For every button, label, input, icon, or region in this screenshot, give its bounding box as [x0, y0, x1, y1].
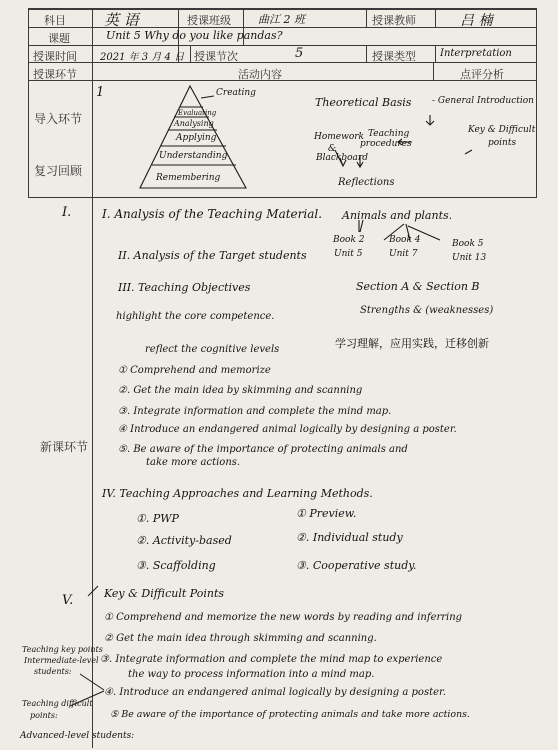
objective-5: ⑤. Be aware of the importance of protecting animals and [118, 444, 408, 455]
side-teaching-difficult: Teaching difficult [22, 699, 93, 708]
blackboard-note: Blackboard [316, 153, 368, 163]
key-point-5: ⑤ Be aware of the importance of protecting animals and take more actions. [110, 709, 470, 720]
side-intermediate: Intermediate-level [24, 656, 99, 665]
periods-label: 授课节次 [194, 50, 238, 63]
teaching-procedures: Teaching [368, 129, 410, 139]
subject-value: 英 语 [104, 11, 139, 29]
key-point-3b: the way to process information into a mind map. [128, 669, 375, 680]
objective-2: ②. Get the main idea by skimming and scanning [118, 385, 363, 396]
topic-value: Unit 5 Why do you like pandas? [106, 29, 283, 42]
key-points-note: Key & Difficult [468, 125, 536, 135]
book5: Book 5 [452, 239, 484, 249]
core-competence: highlight the core competence. [116, 311, 275, 322]
unit5: Unit 5 [334, 249, 363, 259]
teaching-material: I. Analysis of the Teaching Material. [102, 207, 323, 221]
teaching-approaches: IV. Teaching Approaches and Learning Methods. [102, 487, 373, 500]
intro-number: 1 [96, 85, 105, 100]
objective-4: ④ Introduce an endangered animal logically by designing a poster. [118, 424, 457, 435]
comment-label: 点评分析 [460, 68, 504, 81]
chinese-note: 学习理解，应用实践，迁移创新 [335, 337, 489, 350]
topic-label: 课题 [48, 32, 70, 45]
side-points: points: [30, 711, 58, 720]
stage-label: 授课环节 [33, 68, 77, 81]
teaching-objectives: III. Teaching Objectives [118, 281, 251, 294]
pyramid-level-remembering: Remembering [156, 173, 221, 183]
approach-3: ③. Scaffolding [136, 559, 216, 572]
key-point-3: ③. Integrate information and complete the mind map to experience [100, 654, 443, 665]
class-label: 授课班级 [187, 14, 231, 27]
new-lesson-label: 新课环节 [40, 440, 89, 454]
approach-1: ①. PWP [136, 512, 179, 525]
amp-note: & [328, 144, 337, 154]
side-students: students: [34, 667, 72, 676]
section-roman-5: V. [62, 593, 74, 608]
book2: Book 2 [333, 235, 365, 245]
reflections-note: Reflections [338, 177, 395, 188]
key-difficult-title: Key & Difficult Points [104, 587, 225, 600]
key-points-note-2: points [488, 138, 517, 148]
subject-label: 科目 [44, 14, 66, 27]
lead-in-label: 导入环节 [34, 112, 83, 126]
section-ab: Section A & Section B [356, 280, 480, 293]
class-value: 曲江 2 班 [258, 13, 305, 26]
pyramid-level-evaluating: Evaluating [178, 109, 217, 117]
approach-2: ②. Activity-based [136, 534, 232, 547]
pyramid-level-applying: Applying [176, 133, 217, 143]
pyramid-level-understanding: Understanding [159, 151, 228, 161]
method-1: ① Preview. [296, 507, 357, 520]
key-point-1: ① Comprehend and memorize the new words by reading and inferring [104, 612, 463, 623]
section-roman-1: I. [62, 205, 72, 220]
periods-value: 5 [295, 46, 304, 61]
type-label: 授课类型 [372, 50, 416, 63]
pyramid-level-analysing: Analysing [174, 119, 214, 128]
key-point-4: ④. Introduce an endangered animal logically by designing a poster. [104, 687, 446, 698]
type-value: Interpretation [440, 48, 512, 59]
teacher-label: 授课教师 [372, 14, 416, 27]
unit7: Unit 7 [389, 249, 418, 259]
general-introduction: - General Introduction [432, 96, 534, 106]
time-value: 2021 年 3 月 4 日 [100, 52, 185, 63]
method-3: ③. Cooperative study. [296, 559, 417, 572]
time-label: 授课时间 [33, 50, 77, 63]
teaching-procedures-2: procedures [360, 139, 412, 149]
unit13: Unit 13 [452, 253, 487, 263]
activity-label: 活动内容 [238, 68, 282, 81]
homework-note: Homework [314, 132, 365, 142]
method-2: ②. Individual study [296, 531, 403, 544]
side-teaching-key: Teaching key points [22, 645, 103, 654]
advanced-students: Advanced-level students: [20, 731, 135, 741]
cognitive-levels: reflect the cognitive levels [145, 344, 280, 355]
pyramid-level-creating: Creating [216, 88, 256, 98]
strengths: Strengths & (weaknesses) [360, 305, 494, 316]
theoretical-basis: Theoretical Basis [315, 96, 412, 109]
key-point-2: ② Get the main idea through skimming and scanning. [104, 633, 377, 644]
book4: Book 4 [389, 235, 421, 245]
objective-3: ③. Integrate information and complete the mind map. [118, 406, 392, 417]
animals-plants: Animals and plants. [342, 209, 453, 222]
target-students: II. Analysis of the Target students [118, 249, 307, 262]
review-label: 复习回顾 [34, 164, 83, 178]
teacher-value: 吕 楠 [460, 13, 493, 29]
objective-5b: take more actions. [146, 457, 241, 468]
objective-1: ① Comprehend and memorize [118, 365, 271, 376]
